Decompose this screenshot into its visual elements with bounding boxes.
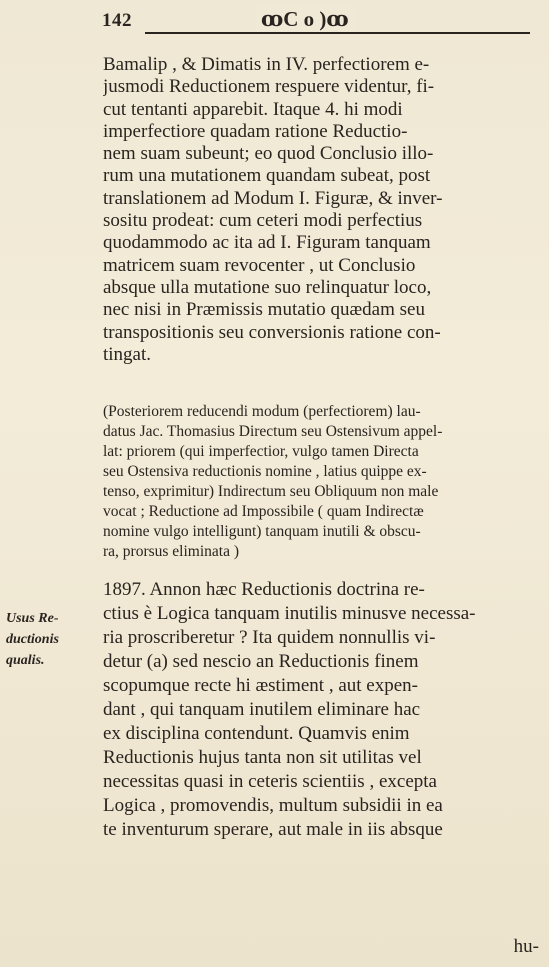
- text-line: te inventurum sperare, aut male in iis absque: [103, 819, 443, 840]
- text-line: necessitas quasi in ceteris scientiis , excepta: [103, 771, 437, 792]
- text-line: nem suam subeunt; eo quod Conclusio illo-: [103, 143, 434, 165]
- note-line: seu Ostensiva reductionis nomine , latius quippe ex-: [103, 463, 427, 480]
- text-line: ctius è Logica tanquam inutilis minusve necessa-: [103, 603, 476, 624]
- page-number: 142: [102, 10, 132, 31]
- text-line: ria proscriberetur ? Ita quidem nonnullis vi-: [103, 627, 436, 648]
- margin-note: [6, 608, 98, 671]
- text-line: nec nisi in Præmissis mutatio quædam seu: [103, 299, 425, 321]
- catchword: hu-: [513, 936, 539, 957]
- page-header: [0, 6, 549, 36]
- text-line: sositu prodeat: cum ceteri modi perfectius: [103, 210, 423, 232]
- note-line: nomine vulgo intelligunt) tanquam inutili & obscu-: [103, 523, 421, 540]
- margin-note-line: Usus Re-: [6, 611, 59, 626]
- text-line: scopumque recte hi æstiment , aut expen-: [103, 675, 418, 696]
- text-line: rum una mutationem quandam subeat, post: [103, 165, 431, 187]
- text-line: ex disciplina contendunt. Quamvis enim: [103, 723, 410, 744]
- text-line: jusmodi Reductionem respuere videntur, fi-: [103, 76, 435, 98]
- text-line: cut tentanti apparebit. Itaque 4. hi modi: [103, 98, 403, 120]
- note-line: tenso, exprimitur) Indirectum seu Obliquum non male: [103, 483, 439, 500]
- text-line: dant , qui tanquam inutilem eliminare hac: [103, 699, 421, 720]
- note-line: vocat ; Reductione ad Impossibile ( quam Indirectæ: [103, 503, 424, 520]
- note-line: (Posteriorem reducendi modum (perfectiorem) lau-: [103, 403, 421, 420]
- text-line: imperfectiore quadam ratione Reductio-: [103, 120, 408, 142]
- margin-note-line: ductionis: [6, 632, 59, 647]
- text-line: Logica , promovendis, multum subsidii in ea: [103, 795, 443, 816]
- section-paragraph: [103, 578, 543, 842]
- header-ornament: ꝏC o )ꝏ: [255, 6, 355, 32]
- note-line: datus Jac. Thomasius Directum seu Ostensivum appel-: [103, 423, 443, 440]
- text-line: absque ulla mutatione suo relinquatur loco,: [103, 276, 432, 298]
- margin-note-line: qualis.: [6, 653, 45, 668]
- text-line: translationem ad Modum I. Figuræ, & inver-: [103, 187, 443, 209]
- text-line: quodammodo ac ita ad I. Figuram tanquam: [103, 232, 431, 254]
- text-line: Reductionis hujus tanta non sit utilitas vel: [103, 747, 422, 768]
- main-paragraph: [103, 54, 543, 366]
- text-line: transpositionis seu conversionis ratione con-: [103, 321, 441, 343]
- note-line: lat: priorem (qui imperfectior, vulgo tamen Directa: [103, 443, 419, 460]
- header-rule: [145, 32, 530, 34]
- text-line: matricem suam revocenter , ut Conclusio: [103, 254, 416, 276]
- text-line: tingat.: [103, 343, 152, 365]
- note-line: ra, prorsus eliminata ): [103, 543, 240, 560]
- note-block: [103, 402, 543, 562]
- text-line: Bamalip , & Dimatis in IV. perfectiorem e-: [103, 54, 430, 75]
- text-line: detur (a) sed nescio an Reductionis finem: [103, 651, 419, 672]
- text-line: 1897. Annon hæc Reductionis doctrina re-: [103, 579, 425, 600]
